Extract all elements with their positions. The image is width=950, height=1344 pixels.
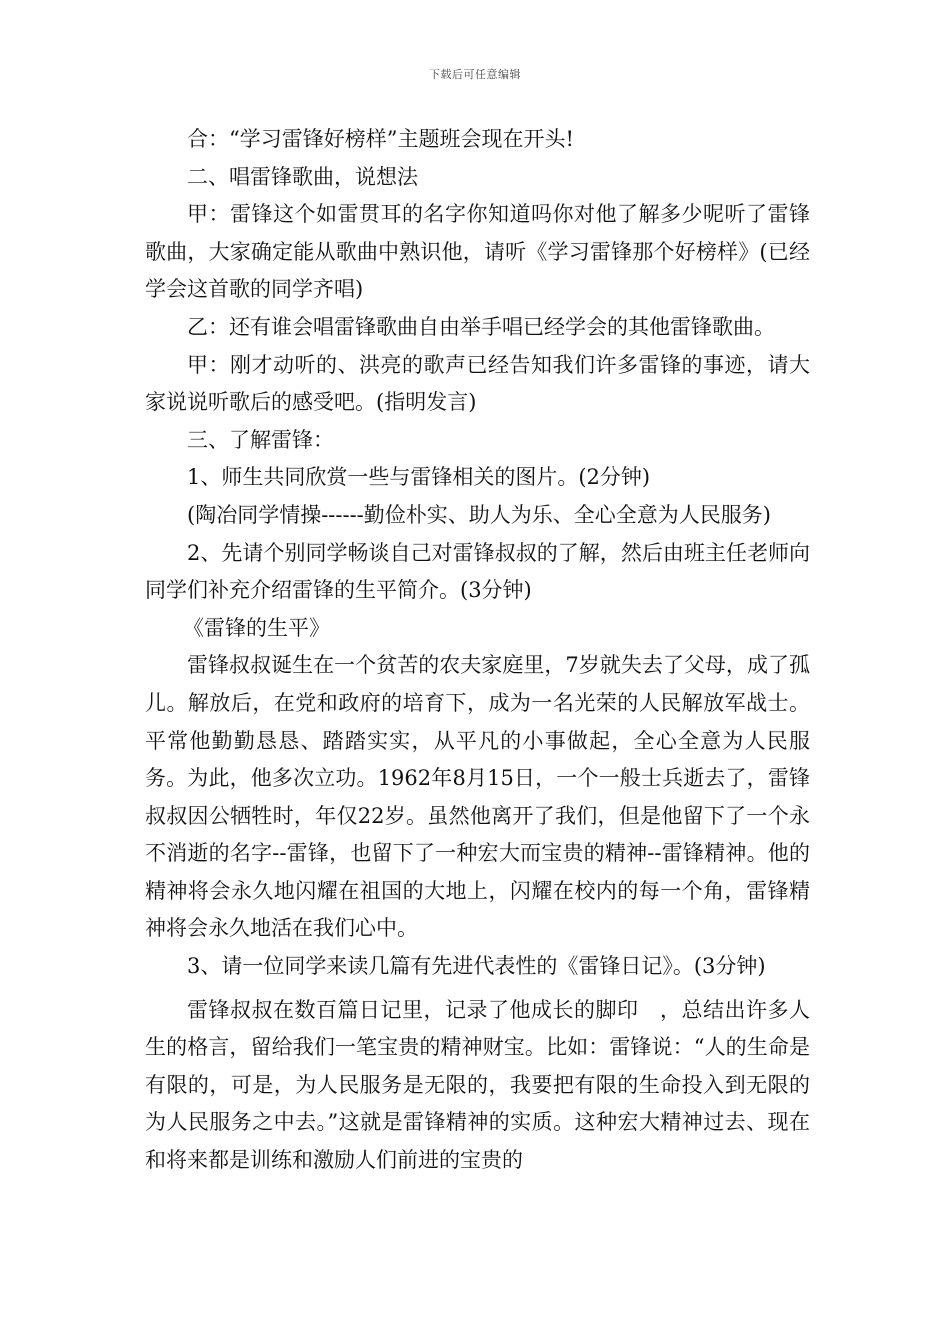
paragraph-values: (陶冶同学情操------勤俭朴实、助人为乐、全心全意为人民服务): [187, 502, 771, 527]
paragraph-diary: 雷锋叔叔在数百篇日记里，记录了他成长的脚印 ，总结出许多人生的格言，留给我们一笔宝贵的精神财宝。比如：雷锋说：“人的生命是有限的，可是，为人民服务是无限的，我要把有限的生命投入到无限的为人民服务之中去。”这就是雷锋精神的实质。这种宏大精神过去、现在和将来都是训练和激励人们前进的宝贵的: [145, 997, 810, 1173]
document-body: [145, 121, 810, 1180]
section-heading-sing: 二、唱雷锋歌曲，说想法: [187, 164, 418, 189]
biography-title: 《雷锋的生平》: [183, 615, 330, 640]
paragraph-jia-feelings: 甲：刚才动听的、洪亮的歌声已经告知我们许多雷锋的事迹，请大家说说听歌后的感受吧。(指明发言): [145, 352, 810, 415]
paragraph-biography: 雷锋叔叔诞生在一个贫苦的农夫家庭里，7岁就失去了父母，成了孤儿。解放后，在党和政府的培育下，成为一名光荣的人民解放军战士。平常他勤勤恳恳、踏踏实实，从平凡的小事做起，全心全意为人民服务。为此，他多次立功。1962年8月15日，一个一般士兵逝去了，雷锋叔叔因公牺牲时，年仅22岁。虽然他离开了我们，但是他留下了一个永不消逝的名字--雷锋，也留下了一种宏大而宝贵的精神--雷锋精神。他的精神将会永久地闪耀在祖国的大地上，闪耀在校内的每一个角，雷锋精神将会永久地活在我们心中。: [145, 653, 810, 941]
paragraph-yi-song: 乙：还有谁会唱雷锋歌曲自由举手唱已经学会的其他雷锋歌曲。: [187, 314, 775, 339]
section-heading-learn: 三、了解雷锋：: [187, 427, 334, 452]
paragraph-opening: 合：“学习雷锋好榜样”主题班会现在开头!: [187, 127, 574, 151]
page-header: 下载后可任意编辑: [429, 68, 521, 81]
list-item-biography: 2、先请个别同学畅谈自己对雷锋叔叔的了解，然后由班主任老师向同学们补充介绍雷锋的生平简介。(3分钟): [145, 540, 810, 603]
list-item-diary: 3、请一位同学来读几篇有先进代表性的《雷锋日记》。(3分钟): [187, 954, 766, 979]
list-item-pictures: 1、师生共同欣赏一些与雷锋相关的图片。(2分钟): [187, 465, 651, 490]
paragraph-jia-song: 甲：雷锋这个如雷贯耳的名字你知道吗你对他了解多少呢听了雷锋歌曲，大家确定能从歌曲中熟识他，请听《学习雷锋那个好榜样》(已经学会这首歌的同学齐唱): [145, 202, 810, 302]
